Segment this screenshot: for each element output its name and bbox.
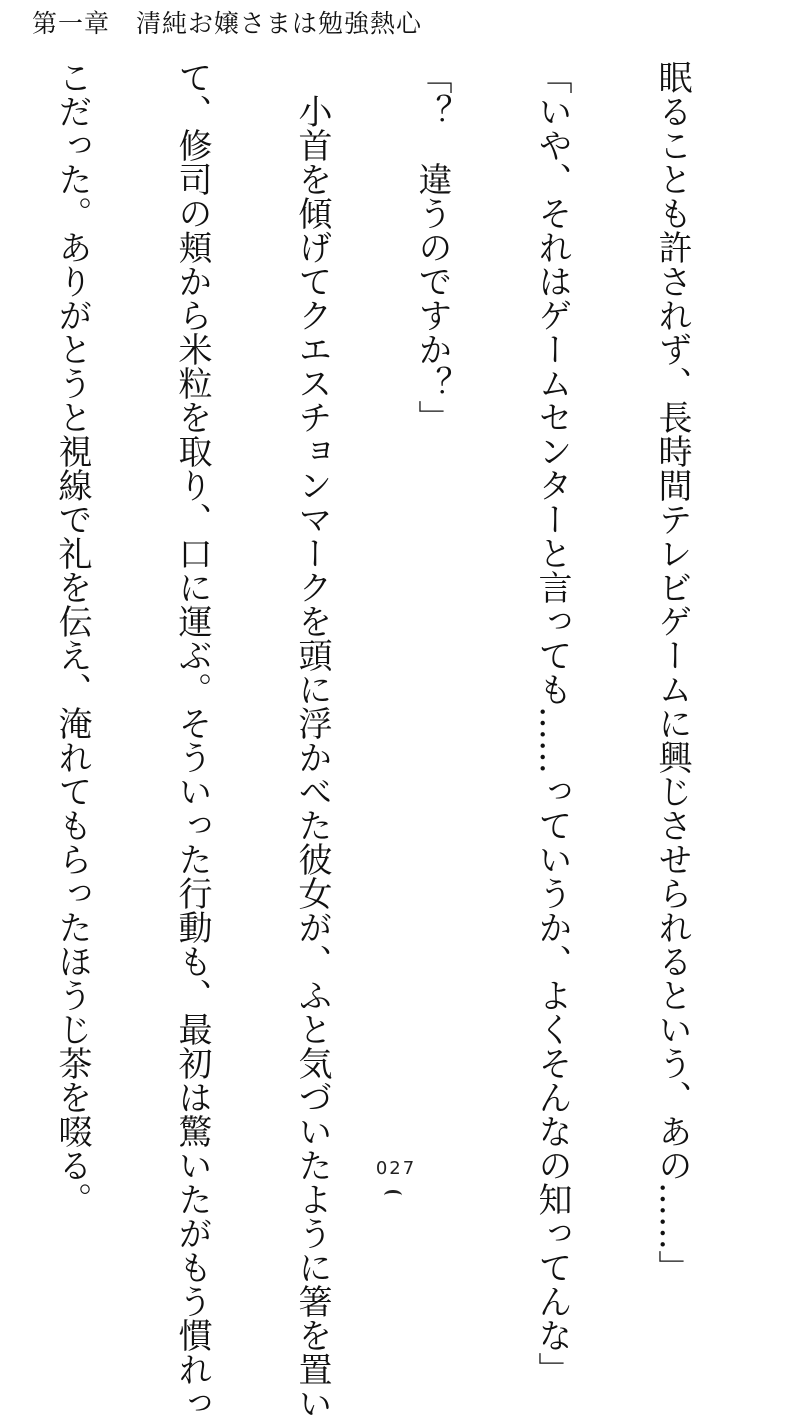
chapter-header: 第一章 清純お嬢さまは勉強熱心 xyxy=(32,9,423,38)
text-line: 小首を傾げてクエスチョンマークを頭に浮かべた彼女が、ふと気づいたように箸を置い xyxy=(292,60,332,1420)
text-line: 「いや、それはゲームセンターと言っても……っていうか、よくそんなの知ってんな」 xyxy=(532,60,572,1386)
footer-mark xyxy=(384,1190,402,1201)
text-line: 眠ることも許されず、長時間テレビゲームに興じさせられるという、あの……」 xyxy=(652,60,692,1284)
text-line: て、修司の頬から米粒を取り、口に運ぶ。そういった行動も、最初は驚いたがもう慣れっ xyxy=(172,60,212,1420)
text-line: こだった。ありがとうと視線で礼を伝え、淹れてもらったほうじ茶を啜る。 xyxy=(52,60,92,1216)
text-line: 「？ 違うのですか？」 xyxy=(412,60,452,434)
page-number: 027 xyxy=(375,1158,417,1179)
